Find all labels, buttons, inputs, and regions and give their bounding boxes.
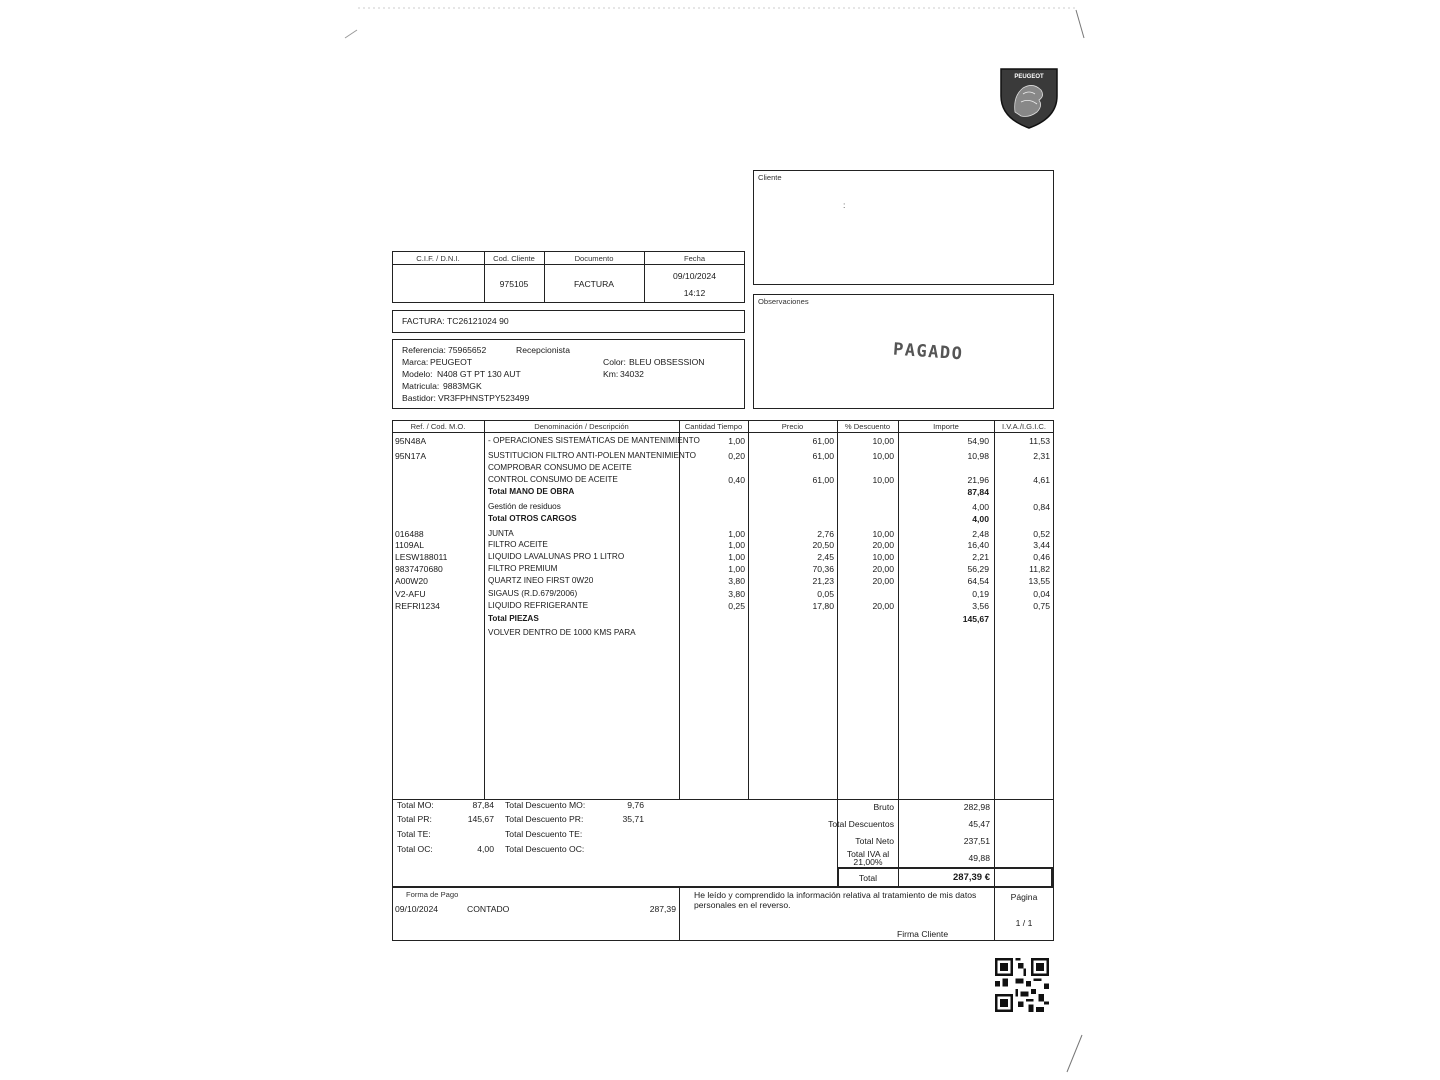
payment-method-label: Forma de Pago [406, 890, 459, 899]
cell-desc: QUARTZ INEO FIRST 0W20 [488, 576, 594, 585]
subtotal-label: Total OC: [397, 844, 433, 854]
gross-label: Bruto [873, 802, 894, 812]
client-label: Cliente [758, 173, 782, 182]
brand-value: PEUGEOT [430, 357, 473, 367]
net-label: Total Neto [855, 836, 894, 846]
id-header-date: Fecha [683, 254, 706, 263]
cell-price: 61,00 [812, 451, 834, 461]
col-header-amount: Importe [933, 422, 959, 431]
total-value: 287,39 € [953, 872, 990, 883]
cell-amount: 54,90 [967, 436, 989, 446]
cell-ref: A00W20 [395, 576, 428, 586]
cell-desc: JUNTA [488, 529, 514, 538]
cell-vat: 13,55 [1028, 576, 1050, 586]
plate-value: 9883MGK [443, 381, 482, 391]
cell-qty: 1,00 [728, 552, 745, 562]
cell-ref: 95N17A [395, 451, 427, 461]
cell-vat: 0,75 [1033, 601, 1050, 611]
cell-vat: 0,04 [1033, 589, 1050, 599]
plate-label: Matricula: [402, 381, 440, 391]
payment-amount: 287,39 [649, 904, 676, 914]
cell-ref: V2-AFU [395, 589, 426, 599]
subtotal-value: 87,84 [472, 800, 494, 810]
cell-ref: 1109AL [395, 540, 424, 550]
cell-amount: 4,00 [972, 514, 989, 524]
color-label: Color: [603, 357, 626, 367]
cell-ref: 9837470680 [395, 564, 443, 574]
paid-stamp: PAGADO [892, 339, 965, 365]
cell-price: 21,23 [812, 576, 834, 586]
discount-label: Total Descuento OC: [505, 844, 585, 854]
col-header-description: Denominación / Descripción [534, 422, 629, 431]
subtotal-label: Total PR: [397, 814, 432, 824]
km-value: 34032 [620, 369, 644, 379]
vin-label: Bastidor: [402, 393, 436, 403]
client-box [753, 170, 1054, 285]
cell-desc: SIGAUS (R.D.679/2006) [488, 589, 578, 598]
cell-desc: LIQUIDO LAVALUNAS PRO 1 LITRO [488, 552, 625, 561]
cell-ref: 016488 [395, 529, 424, 539]
col-header-ref: Ref. / Cod. M.O. [410, 422, 466, 431]
discounts-label: Total Descuentos [828, 819, 894, 829]
cell-price: 61,00 [812, 436, 834, 446]
cell-disc: 10,00 [872, 529, 894, 539]
id-client-code: 975105 [499, 279, 529, 289]
cell-desc: COMPROBAR CONSUMO DE ACEITE [488, 463, 632, 472]
cell-disc: 10,00 [872, 552, 894, 562]
peugeot-logo [999, 66, 1059, 130]
cell-vat: 4,61 [1033, 475, 1050, 485]
cell-amount: 145,67 [962, 614, 989, 624]
cell-vat: 3,44 [1033, 540, 1050, 550]
cell-qty: 1,00 [728, 436, 745, 446]
cell-amount: 0,19 [972, 589, 989, 599]
id-header-document: Documento [574, 254, 614, 263]
cell-amount: 4,00 [972, 502, 989, 512]
cell-desc: CONTROL CONSUMO DE ACEITE [488, 475, 618, 484]
observations-label: Observaciones [758, 297, 809, 306]
page-label: Página [1010, 892, 1038, 902]
subtotal-value: 145,67 [467, 814, 494, 824]
logo-text: PEUGEOT [1014, 74, 1044, 80]
cell-qty: 3,80 [728, 589, 745, 599]
cell-ref: LESW188011 [395, 552, 448, 562]
cell-qty: 0,20 [728, 451, 745, 461]
reference-label: Referencia: [402, 345, 446, 355]
id-date: 09/10/2024 [672, 271, 716, 281]
cell-disc: 10,00 [872, 451, 894, 461]
cell-price: 0,05 [817, 589, 834, 599]
cell-vat: 11,82 [1029, 564, 1050, 574]
col-header-price: Precio [781, 422, 804, 431]
col-header-qty: Cantidad Tiempo [684, 422, 743, 431]
vat-value: 49,88 [968, 853, 990, 863]
cell-desc: SUSTITUCION FILTRO ANTI-POLEN MANTENIMIENTO [488, 451, 697, 460]
discount-label: Total Descuento TE: [505, 829, 583, 839]
cell-vat: 0,84 [1033, 502, 1050, 512]
cell-desc: - OPERACIONES SISTEMÁTICAS DE MANTENIMIENTO [488, 436, 700, 445]
cell-desc: VOLVER DENTRO DE 1000 KMS PARA [488, 628, 636, 637]
discounts-value: 45,47 [968, 819, 990, 829]
model-value: N408 GT PT 130 AUT [437, 369, 521, 379]
cell-qty: 1,00 [728, 540, 745, 550]
client-value: : [843, 200, 846, 210]
col-header-discount: % Descuento [844, 422, 891, 431]
model-label: Modelo: [402, 369, 433, 379]
discount-label: Total Descuento PR: [505, 814, 584, 824]
cell-price: 2,45 [817, 552, 834, 562]
cell-price: 17,80 [812, 601, 834, 611]
cell-amount: 16,40 [967, 540, 989, 550]
cell-amount: 21,96 [967, 475, 989, 485]
id-document: FACTURA [573, 279, 615, 289]
cell-vat: 2,31 [1033, 451, 1050, 461]
cell-vat: 0,52 [1033, 529, 1050, 539]
page-number: 1 / 1 [1015, 918, 1033, 928]
cell-amount: 87,84 [967, 487, 989, 497]
cell-price: 61,00 [812, 475, 834, 485]
cell-disc: 10,00 [872, 436, 894, 446]
cell-disc: 20,00 [872, 576, 894, 586]
signature-label: Firma Cliente [897, 929, 949, 939]
km-label: Km: [603, 369, 619, 379]
vat-rate: 21,00% [853, 857, 883, 867]
cell-qty: 3,80 [728, 576, 745, 586]
cell-desc: Total OTROS CARGOS [488, 514, 577, 523]
cell-vat: 0,46 [1033, 552, 1050, 562]
discount-label: Total Descuento MO: [505, 800, 586, 810]
vat-label: Total IVA al [846, 849, 890, 859]
cell-ref: 95N48A [395, 436, 427, 446]
cell-vat: 11,53 [1029, 436, 1050, 446]
subtotal-label: Total TE: [397, 829, 431, 839]
privacy-text-2: personales en el reverso. [694, 900, 791, 910]
id-header-cif: C.I.F. / D.N.I. [416, 254, 460, 263]
privacy-text-1: He leído y comprendido la información relativa al tratamiento de mis datos [694, 890, 977, 900]
qr-code [995, 958, 1049, 1012]
cell-ref: REFRI1234 [395, 601, 440, 611]
cell-desc: LIQUIDO REFRIGERANTE [488, 601, 589, 610]
payment-method: CONTADO [467, 904, 510, 914]
color-value: BLEU OBSESSION [629, 357, 705, 367]
cell-disc: 20,00 [872, 601, 894, 611]
col-header-vat: I.V.A./I.G.I.C. [1001, 422, 1047, 431]
id-time: 14:12 [683, 288, 706, 298]
vin-value: VR3FPHNSTPY523499 [438, 393, 530, 403]
cell-disc: 10,00 [872, 475, 894, 485]
subtotal-value: 4,00 [477, 844, 494, 854]
cell-desc: FILTRO PREMIUM [488, 564, 558, 573]
gross-value: 282,98 [963, 802, 990, 812]
cell-qty: 0,25 [728, 601, 745, 611]
invoice-number: TC26121024 90 [447, 316, 509, 326]
cell-desc: Gestión de residuos [488, 502, 561, 511]
net-value: 237,51 [963, 836, 990, 846]
id-header-client-code: Cod. Cliente [493, 254, 535, 263]
cell-desc: FILTRO ACEITE [488, 540, 548, 549]
cell-qty: 1,00 [728, 564, 745, 574]
cell-price: 20,50 [812, 540, 834, 550]
cell-disc: 20,00 [872, 564, 894, 574]
invoice-number-label: FACTURA: [402, 316, 445, 326]
receptionist-label: Recepcionista [516, 345, 570, 355]
subtotal-label: Total MO: [397, 800, 434, 810]
cell-qty: 0,40 [728, 475, 745, 485]
payment-date: 09/10/2024 [395, 904, 439, 914]
cell-amount: 10,98 [967, 451, 989, 461]
cell-amount: 3,56 [972, 601, 989, 611]
cell-desc: Total PIEZAS [488, 614, 539, 623]
cell-amount: 2,48 [972, 529, 989, 539]
cell-amount: 2,21 [972, 552, 989, 562]
cell-qty: 1,00 [728, 529, 745, 539]
discount-value: 9,76 [627, 800, 644, 810]
cell-price: 2,76 [817, 529, 834, 539]
invoice-number-box [392, 310, 745, 333]
vehicle-box [392, 339, 745, 409]
cell-desc: Total MANO DE OBRA [488, 487, 575, 496]
total-label: Total [858, 873, 878, 883]
cell-amount: 56,29 [967, 564, 989, 574]
brand-label: Marca: [402, 357, 429, 367]
discount-value: 35,71 [622, 814, 644, 824]
reference-value: 75965652 [448, 345, 487, 355]
cell-disc: 20,00 [872, 540, 894, 550]
cell-amount: 64,54 [967, 576, 989, 586]
cell-price: 70,36 [812, 564, 834, 574]
